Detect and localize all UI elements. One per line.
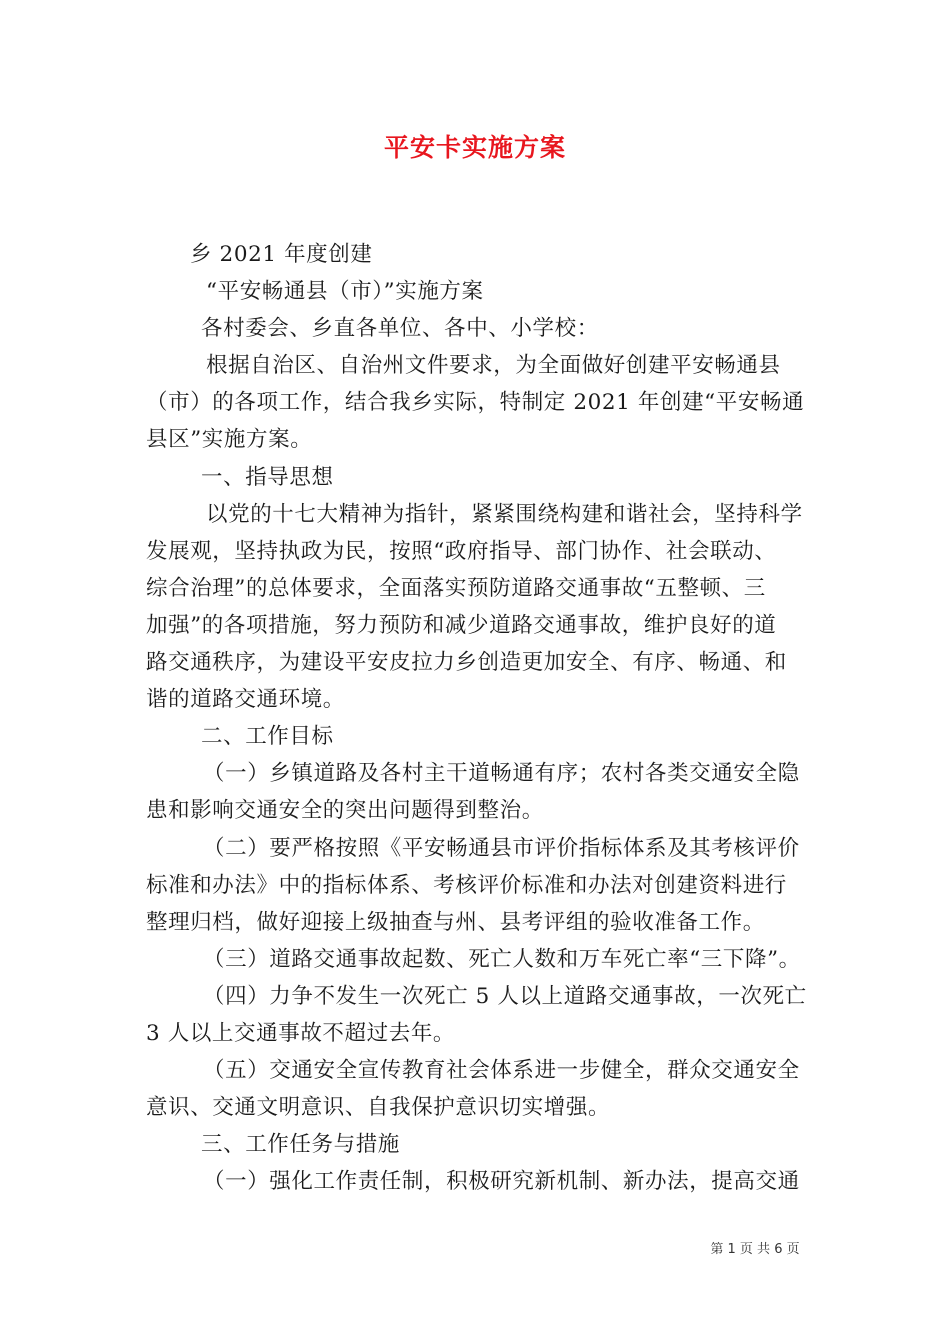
list-item-line: （五）交通安全宣传教育社会体系进一步健全，群众交通安全 xyxy=(203,1058,800,1084)
list-item-line: （二）要严格按照《平安畅通县市评价指标体系及其考核评价 xyxy=(203,835,800,861)
paragraph-line: 以党的十七大精神为指针，紧紧围绕构建和谐社会，坚持科学 xyxy=(206,501,803,527)
paragraph-line: （市）的各项工作，结合我乡实际，特制定 2021 年创建“平安畅通 xyxy=(146,390,805,416)
paragraph-line: 路交通秩序，为建设平安皮拉力乡创造更加安全、有序、畅通、和 xyxy=(146,650,787,676)
paragraph-line: 发展观，坚持执政为民，按照“政府指导、部门协作、社会联动、 xyxy=(146,538,777,564)
paragraph-line: 根据自治区、自治州文件要求，为全面做好创建平安畅通县 xyxy=(206,353,781,379)
list-item-line: （一）乡镇道路及各村主干道畅通有序；农村各类交通安全隐 xyxy=(203,761,800,787)
text-line: “平安畅通县（市）”实施方案 xyxy=(206,279,484,305)
list-item-line: （四）力争不发生一次死亡 5 人以上道路交通事故，一次死亡 xyxy=(203,983,807,1009)
list-item-line: 3 人以上交通事故不超过去年。 xyxy=(146,1020,456,1046)
paragraph-line: 县区”实施方案。 xyxy=(146,427,313,453)
list-item-line: 意识、交通文明意识、自我保护意识切实增强。 xyxy=(146,1095,611,1121)
text-line: 乡 2021 年度创建 xyxy=(190,242,373,267)
section-heading: 三、工作任务与措施 xyxy=(201,1132,400,1158)
document-title: 平安卡实施方案 xyxy=(383,133,566,162)
list-item-line: 整理归档，做好迎接上级抽查与州、县考评组的验收准备工作。 xyxy=(146,909,765,935)
section-heading: 一、指导思想 xyxy=(201,464,334,490)
list-item-line: （三）道路交通事故起数、死亡人数和万车死亡率“三下降”。 xyxy=(203,946,801,972)
paragraph-line: 谐的道路交通环境。 xyxy=(146,687,345,713)
page-number-footer: 第 1 页 共 6 页 xyxy=(710,1242,800,1257)
list-item-line: 患和影响交通安全的突出问题得到整治。 xyxy=(146,798,544,824)
paragraph-line: 加强”的各项措施，努力预防和减少道路交通事故，维护良好的道 xyxy=(146,612,777,638)
list-item-line: 标准和办法》中的指标体系、考核评价标准和办法对创建资料进行 xyxy=(146,872,787,898)
list-item-line: （一）强化工作责任制，积极研究新机制、新办法，提高交通 xyxy=(203,1169,800,1195)
section-heading: 二、工作目标 xyxy=(201,724,334,750)
document-body xyxy=(146,236,808,1200)
salutation-line: 各村委会、乡直各单位、各中、小学校： xyxy=(201,316,599,342)
paragraph-line: 综合治理”的总体要求，全面落实预防道路交通事故“五整顿、三 xyxy=(146,575,766,601)
